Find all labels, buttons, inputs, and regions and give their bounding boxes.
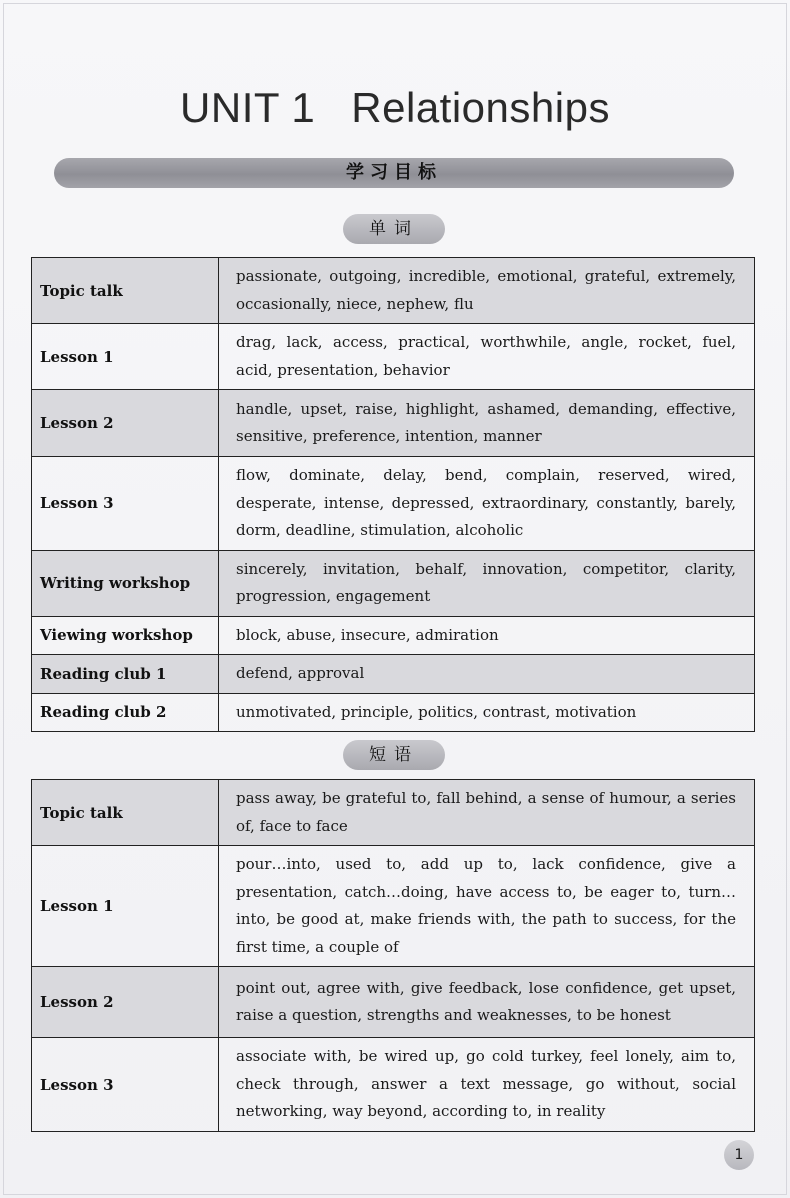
phrase-list: associate with, be wired up, go cold turkey, feel lonely, aim to, check through, answer a text message, go without, social networking, way beyond, according to, in reality <box>219 1038 755 1132</box>
section-label: Lesson 3 <box>32 1038 219 1132</box>
unit-name: Relationships <box>351 84 610 131</box>
vocabulary-table <box>31 257 755 732</box>
unit-number: UNIT 1 <box>180 84 316 131</box>
section-label: Lesson 2 <box>32 967 219 1038</box>
word-list: flow, dominate, delay, bend, complain, reserved, wired, desperate, intense, depressed, extraordinary, constantly, barely, dorm, deadline, stimulation, alcoholic <box>219 457 755 551</box>
word-list: defend, approval <box>219 655 755 694</box>
section-label: Topic talk <box>32 780 219 846</box>
phrases-table <box>31 779 755 1132</box>
word-list: handle, upset, raise, highlight, ashamed, demanding, effective, sensitive, preference, intention, manner <box>219 390 755 457</box>
word-list: block, abuse, insecure, admiration <box>219 616 755 655</box>
table-row <box>32 324 755 390</box>
word-list: drag, lack, access, practical, worthwhile, angle, rocket, fuel, acid, presentation, behavior <box>219 324 755 390</box>
section-label: Topic talk <box>32 258 219 324</box>
unit-title <box>0 84 790 132</box>
page-number: 1 <box>724 1140 754 1170</box>
phrase-list: pour…into, used to, add up to, lack confidence, give a presentation, catch…doing, have access to, be eager to, turn…into, be good at, make friends with, the path to success, for the first time, a couple of <box>219 846 755 967</box>
table-row <box>32 780 755 846</box>
learning-objectives-banner: 学习目标 <box>54 158 734 188</box>
word-list: sincerely, invitation, behalf, innovation, competitor, clarity, progression, engagement <box>219 550 755 616</box>
table-row <box>32 390 755 457</box>
table-row <box>32 258 755 324</box>
phrases-heading: 短语 <box>343 740 445 770</box>
section-label: Viewing workshop <box>32 616 219 655</box>
table-row <box>32 616 755 655</box>
section-label: Lesson 1 <box>32 846 219 967</box>
table-row <box>32 655 755 694</box>
section-label: Lesson 3 <box>32 457 219 551</box>
word-list: passionate, outgoing, incredible, emotional, grateful, extremely, occasionally, niece, nephew, flu <box>219 258 755 324</box>
table-row <box>32 693 755 732</box>
phrase-list: point out, agree with, give feedback, lose confidence, get upset, raise a question, strengths and weaknesses, to be honest <box>219 967 755 1038</box>
table-row <box>32 550 755 616</box>
table-row <box>32 1038 755 1132</box>
section-label: Lesson 2 <box>32 390 219 457</box>
section-label: Reading club 2 <box>32 693 219 732</box>
word-list: unmotivated, principle, politics, contrast, motivation <box>219 693 755 732</box>
words-heading: 单词 <box>343 214 445 244</box>
section-label: Writing workshop <box>32 550 219 616</box>
table-row <box>32 846 755 967</box>
section-label: Reading club 1 <box>32 655 219 694</box>
section-label: Lesson 1 <box>32 324 219 390</box>
table-row <box>32 457 755 551</box>
phrase-list: pass away, be grateful to, fall behind, a sense of humour, a series of, face to face <box>219 780 755 846</box>
table-row <box>32 967 755 1038</box>
